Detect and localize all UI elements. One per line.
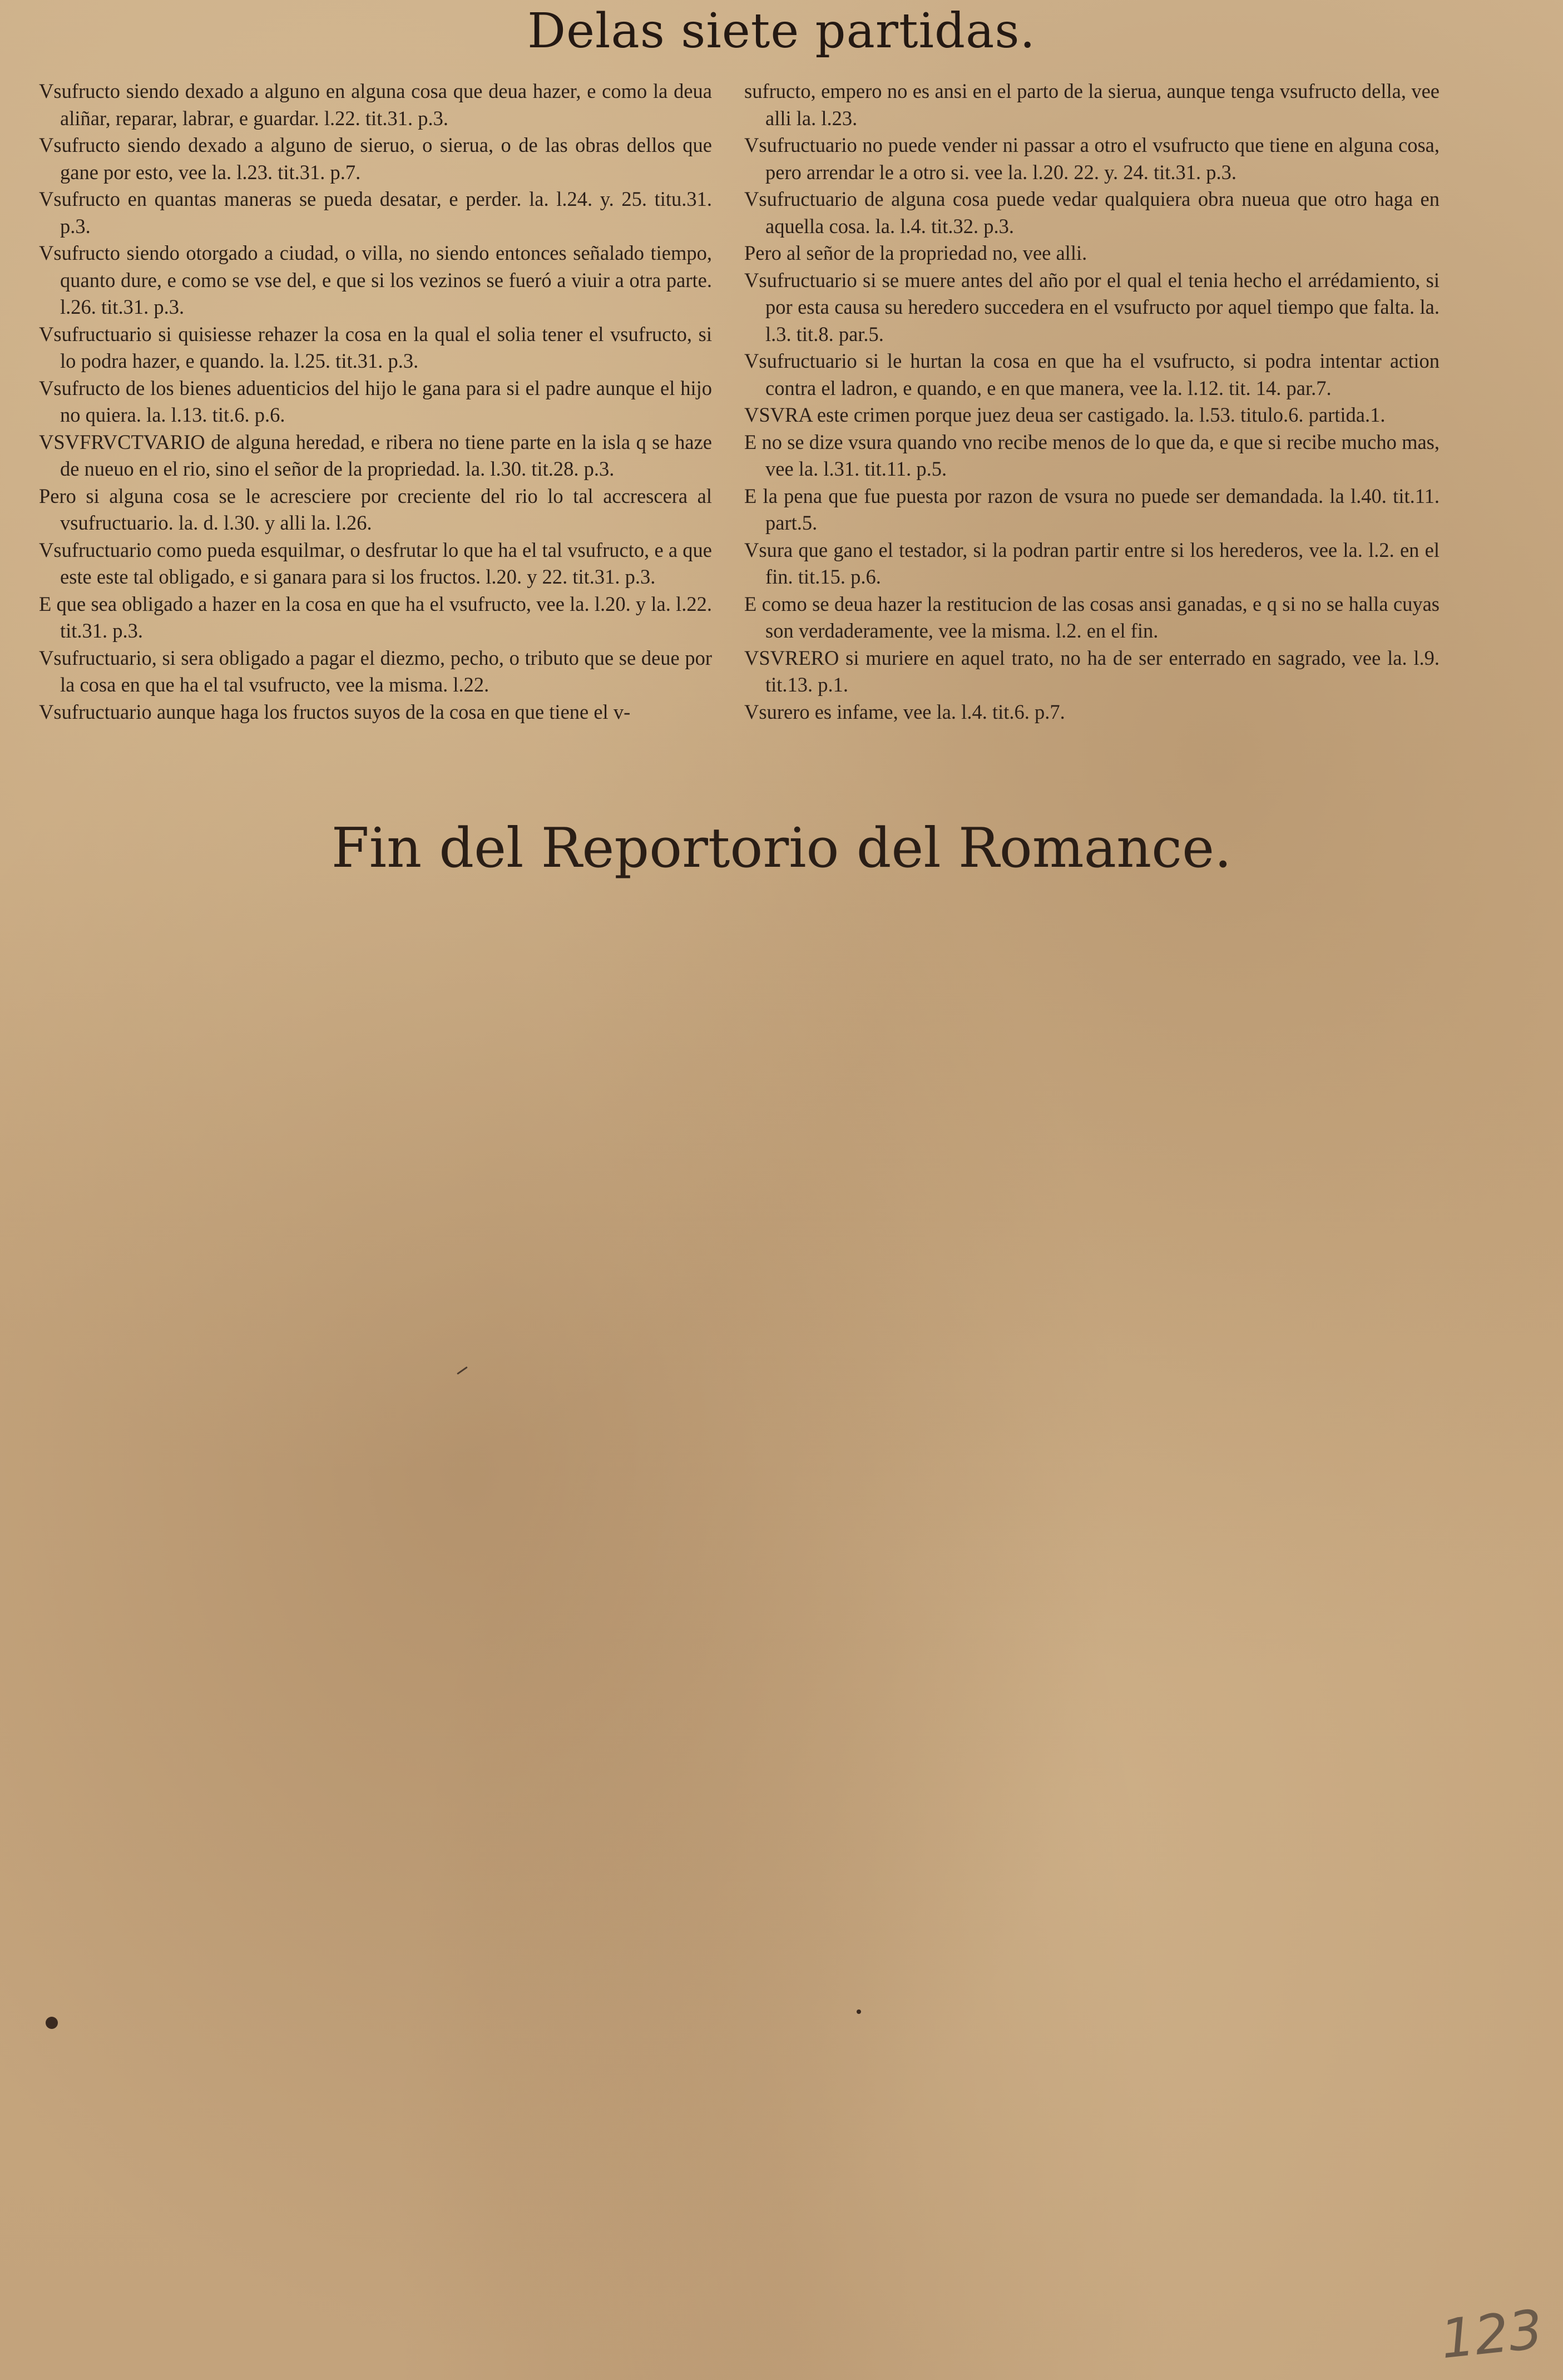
ink-speck (46, 2017, 58, 2029)
index-entry: VSVFRVCTVARIO de alguna heredad, e ribera no tiene parte en la isla q se haze de nueuo en el rio, sino el señor de la propriedad. la. l.30. tit.28. p.3. (39, 430, 712, 480)
running-head: Delas siete partidas. (527, 3, 1036, 59)
index-entry: E que sea obligado a hazer en la cosa en que ha el vsufructo, vee la. l.20. y la. l.22. tit.31. p.3. (39, 592, 712, 642)
index-entry: VSVRERO si muriere en aquel trato, no ha de ser enterrado en sagrado, vee la. l.9. tit.13. p.1. (744, 646, 1440, 696)
ink-speck (457, 1366, 468, 1375)
index-entry: Vsufructo en quantas maneras se pueda desatar, e perder. la. l.24. y. 25. titu.31. p.3. (39, 187, 712, 238)
index-entry: Vsufructuario si le hurtan la cosa en que ha el vsufructo, si podra intentar action contra el ladron, e quando, e en que manera, vee la. l.12. tit. 14. par.7. (744, 349, 1440, 399)
index-entry: Vsufructuario como pueda esquilmar, o desfrutar lo que ha el tal vsufructo, e a que este este tal obligado, e si ganara para si los fructos. l.20. y 22. tit.31. p.3. (39, 538, 712, 588)
index-entry: Vsufructo siendo dexado a alguno de sieruo, o sierua, o de las obras dellos que gane por esto, vee la. l.23. tit.31. p.7. (39, 134, 712, 184)
index-entry: Vsufructuario no puede vender ni passar a otro el vsufructo que tiene en alguna cosa, pero arrendar le a otro si. vee la. l.20. 22. y. 24. tit.31. p.3. (744, 134, 1440, 184)
index-entry: sufructo, empero no es ansi en el parto de la sierua, aunque tenga vsufructo della, vee alli la. l.23. (744, 80, 1440, 130)
index-entry: Pero al señor de la propriedad no, vee alli. (744, 241, 1087, 264)
index-entry: Pero si alguna cosa se le acresciere por creciente del rio lo tal accrescera al vsufructuario. la. d. l.30. y alli la. l.26. (39, 484, 712, 534)
index-entry: VSVRA este crimen porque juez deua ser castigado. la. l.53. titulo.6. partida.1. (744, 403, 1386, 426)
index-entry: Vsurero es infame, vee la. l.4. tit.6. p.7. (744, 700, 1065, 723)
index-entry: Vsufructuario aunque haga los fructos suyos de la cosa en que tiene el v- (39, 700, 631, 723)
right-column (744, 78, 1440, 725)
index-entry: Vsura que gano el testador, si la podran partir entre si los herederos, vee la. l.2. en el fin. tit.15. p.6. (744, 538, 1440, 588)
index-entry: Vsufructuario, si sera obligado a pagar el diezmo, pecho, o tributo que se deue por la cosa en que ha el tal vsufructo, vee la misma. l.22. (39, 646, 712, 696)
ink-speck (857, 2009, 861, 2014)
index-entry: E no se dize vsura quando vno recibe menos de lo que da, e que si recibe mucho mas, vee la. l.31. tit.11. p.5. (744, 430, 1440, 480)
index-entry: Vsufructuario de alguna cosa puede vedar qualquiera obra nueua que otro haga en aquella cosa. la. l.4. tit.32. p.3. (744, 187, 1440, 238)
index-entry: Vsufructuario si quisiesse rehazer la cosa en la qual el solia tener el vsufructo, si lo podra hazer, e quando. la. l.25. tit.31. p.3. (39, 322, 712, 372)
index-entry: E como se deua hazer la restitucion de las cosas ansi ganadas, e q si no se halla cuyas son verdaderamente, vee la misma. l.2. en el fin. (744, 592, 1440, 642)
index-entry: Vsufructo siendo otorgado a ciudad, o villa, no siendo entonces señalado tiempo, quanto dure, e como se vse del, e que si los vezinos se fueró a viuir a otra parte. l.26. tit.31. p.3. (39, 241, 712, 318)
index-entry: Vsufructo siendo dexado a alguno en alguna cosa que deua hazer, e como la deua aliñar, reparar, labrar, e guardar. l.22. tit.31. p.3. (39, 80, 712, 130)
folio-number: 123 (1437, 2298, 1546, 2371)
index-entry: E la pena que fue puesta por razon de vsura no puede ser demandada. la l.40. tit.11. part.5. (744, 484, 1440, 534)
index-entry: Vsufructo de los bienes aduenticios del hijo le gana para si el padre aunque el hijo no quiera. la. l.13. tit.6. p.6. (39, 376, 712, 426)
left-column (39, 78, 712, 725)
index-entry: Vsufructuario si se muere antes del año por el qual el tenia hecho el arrédamiento, si por esta causa su heredero succedera en el vsufructo por aquel tiempo que falta. la. l.3. tit.8. par.5. (744, 268, 1440, 345)
closing-line: Fin del Reportorio del Romance. (331, 817, 1232, 880)
